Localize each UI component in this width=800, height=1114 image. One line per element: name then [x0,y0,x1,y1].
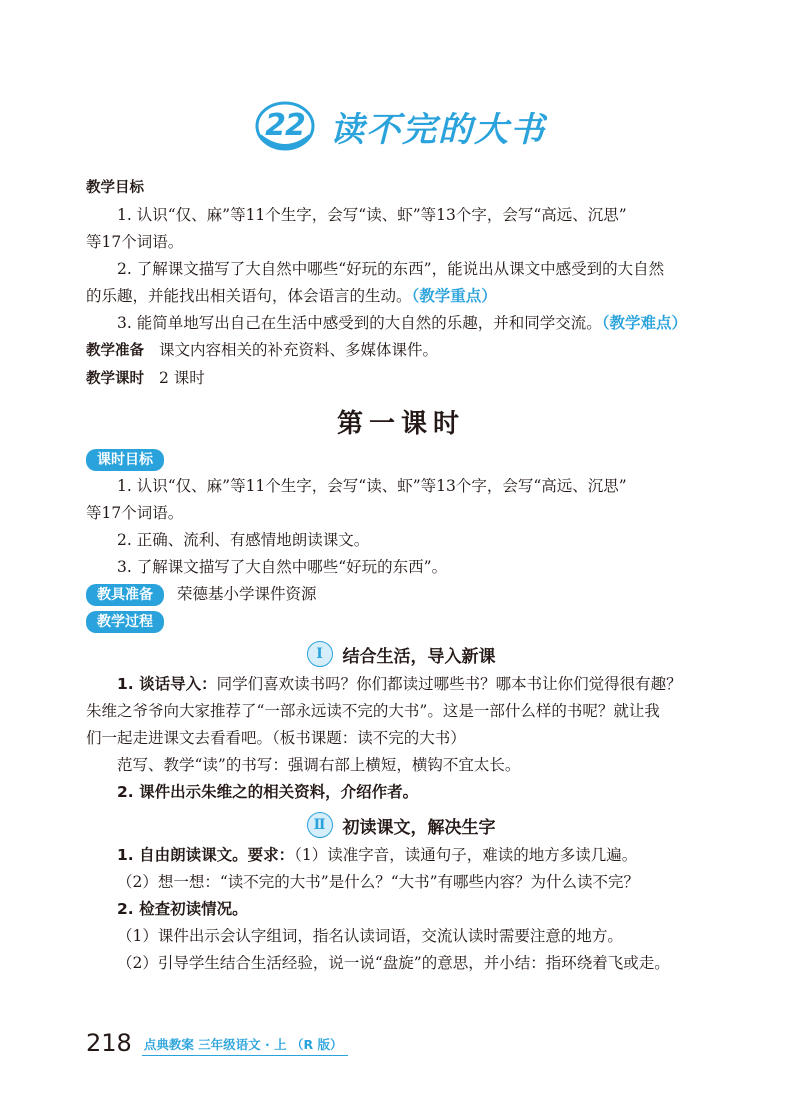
step-1-text: 同学们喜欢读书吗？你们都读过哪些书？哪本书让你们觉得很有趣？ [216,675,682,693]
step-2-para-2: （2）想一想：“读不完的大书”是什么？“大书”有哪些内容？为什么读不完？ [117,873,640,891]
lesson-goals-label-row [86,446,716,473]
teaching-hours [86,365,716,393]
lesson-title: 读不完的大书 [330,109,546,150]
step-2-text: （1）读准字音，读通句子，难读的地方多读几遍。 [294,846,638,864]
hours-text: 2 课时 [158,369,205,387]
lesson-title-block [0,100,800,152]
step-2-para-3: 2. 检查初读情况。 [117,900,248,918]
prep-label: 教学准备 [86,343,144,359]
goal-3-text: 3. 能简单地写出自己在生活中感受到的大自然的乐趣，并和同学交流。 [117,314,602,332]
lesson-goal-1-line-1: 1. 认识“仅、麻”等11个生字，会写“读、虾”等13个字，会写“高远、沉思” [117,477,627,495]
lesson-goals-pill: 课时目标 [86,449,164,471]
goal-2-line-2 [86,283,716,310]
page-footer [86,1030,348,1056]
step-1-para-1-line-1 [86,671,716,698]
difficulty-mark: （教学难点） [601,314,687,332]
goal-3-line-1 [86,310,716,337]
tools-text: 荣德基小学课件资源 [176,585,317,603]
step-2-title: 初读课文，解决生字 [342,817,496,838]
step-1-lead: 1. 谈话导入： [117,675,217,693]
lesson-number: 22 [265,108,305,143]
step-1-title: 结合生活，导入新课 [342,646,496,667]
step-2-roman-icon: Ⅱ [307,812,333,838]
page-number: 218 [86,1029,132,1057]
lesson-goal-1-line-2: 等17个词语。 [86,504,184,522]
step-2-para-5: （2）引导学生结合生活经验，说一说“盘旋”的意思，并小结：指环绕着飞或走。 [117,954,670,972]
teaching-goals [86,175,716,977]
hours-label: 教学课时 [86,371,144,387]
lesson-number-badge [254,100,316,152]
step-2-para-4: （1）课件出示会认字组词，指名认读词语，交流认读时需要注意的地方。 [117,927,623,945]
step-1-para-1-line-2: 朱维之爷爷向大家推荐了“一部永远读不完的大书”。这是一部什么样的书呢？就让我 [86,702,660,720]
tools-pill: 教具准备 [86,584,164,606]
goal-1-line-2: 等17个词语。 [86,233,184,251]
step-1-para-2: 范写、教学“读”的书写：强调右部上横短，横钩不宜太长。 [117,756,521,774]
step-1-para-3: 2. 课件出示朱维之的相关资料，介绍作者。 [117,783,419,801]
first-lesson-heading: 第一课时 [336,409,465,439]
teaching-prep [86,337,716,365]
goal-1-line-1: 1. 认识“仅、麻”等11个生字，会写“读、虾”等13个字，会写“高远、沉思” [117,206,627,224]
prep-text: 课文内容相关的补充资料、多媒体课件。 [158,341,438,359]
process-row [86,608,716,635]
step-1-roman-icon: Ⅰ [307,641,333,667]
key-point-mark: （教学重点） [411,287,497,305]
tools-row [86,581,716,608]
lesson-goal-3: 3. 了解课文描写了大自然中哪些“好玩的东西”。 [117,558,448,576]
step-1-para-1-line-3: 们一起走进课文去看看吧。（板书课题：读不完的大书） [86,729,466,747]
step-2-heading [86,812,716,838]
goals-heading: 教学目标 [86,180,144,196]
step-1-heading [86,641,716,667]
step-2-para-1 [86,842,716,869]
goal-2-text: 的乐趣，并能找出相关语句，体会语言的生动。 [86,287,412,305]
lesson-goal-2: 2. 正确、流利、有感情地朗读课文。 [117,531,370,549]
step-2-lead: 1. 自由朗读课文。要求： [117,846,295,864]
process-pill: 教学过程 [86,611,164,633]
goal-2-line-1: 2. 了解课文描写了大自然中哪些“好玩的东西”，能说出从课文中感受到的大自然 [117,260,665,278]
footer-book-title: 点典教案 三年级语文 · 上 （R 版） [142,1035,349,1056]
